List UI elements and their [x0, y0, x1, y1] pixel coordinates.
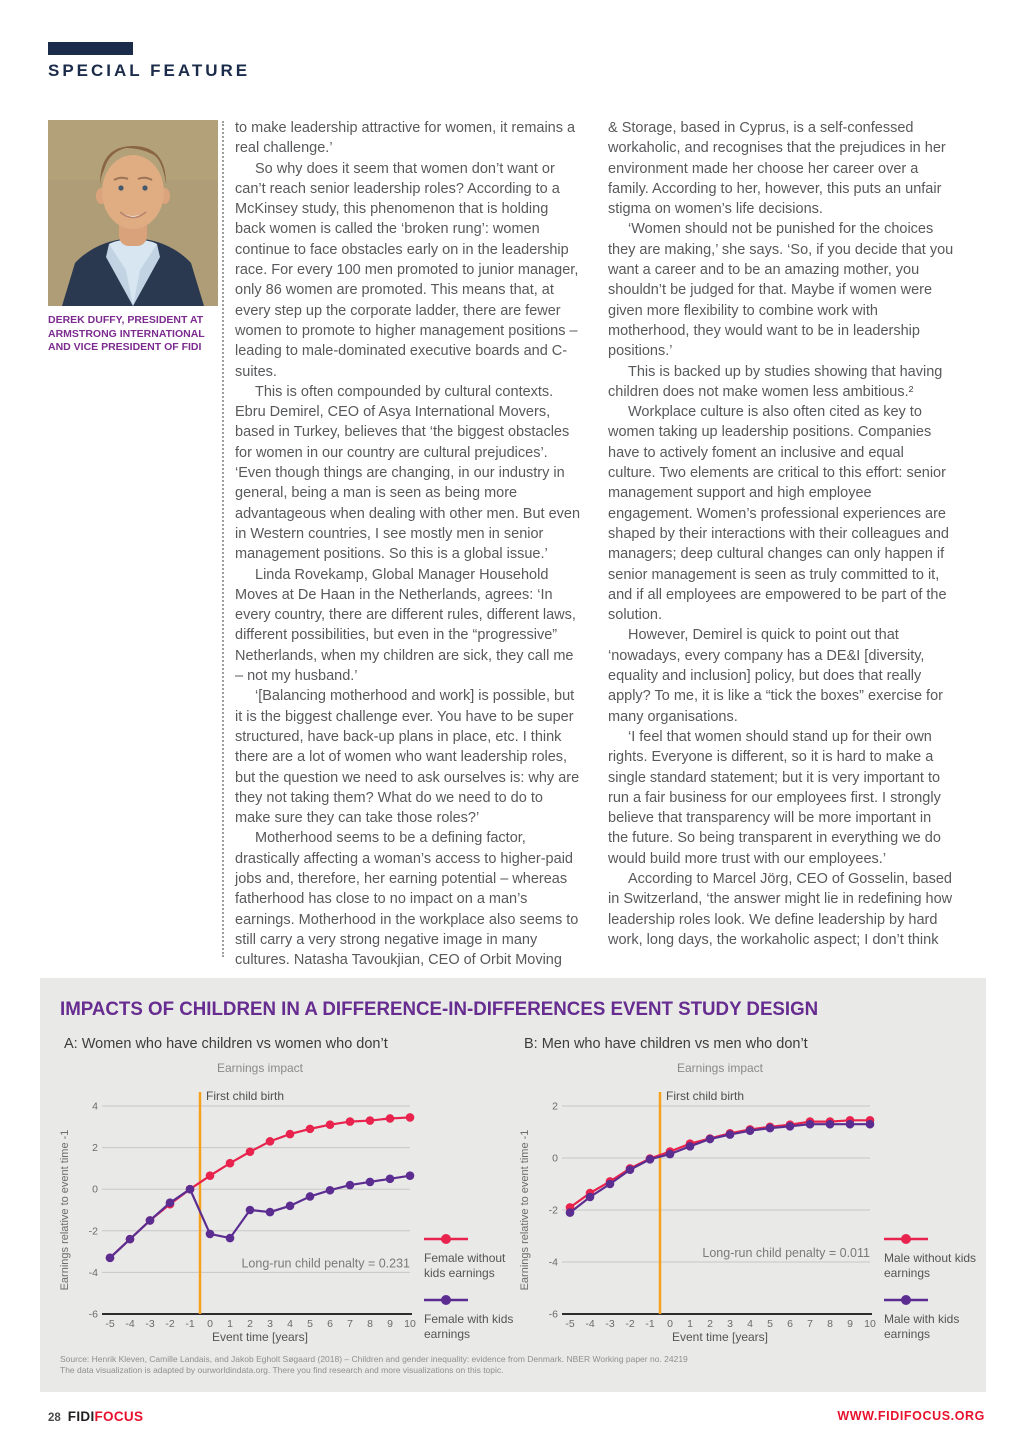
x-tick-label: 2	[707, 1318, 713, 1330]
x-tick-label: 8	[367, 1318, 373, 1330]
x-tick-label: 1	[687, 1318, 693, 1330]
paragraph: to make leadership attractive for women, it remains a real challenge.’	[235, 120, 576, 157]
data-point	[706, 1135, 715, 1144]
x-tick-label: 6	[787, 1318, 793, 1330]
y-tick-label: -4	[548, 1256, 558, 1269]
x-tick-label: -1	[185, 1318, 195, 1330]
data-point	[286, 1202, 295, 1211]
chart-b-title: B: Men who have children vs men who don’t	[524, 1036, 808, 1052]
data-point	[186, 1185, 195, 1194]
data-point	[646, 1155, 655, 1164]
chart-a-plot-area	[58, 1080, 418, 1344]
y-tick-label: -6	[88, 1308, 98, 1321]
y-tick-label: 0	[92, 1183, 98, 1196]
x-tick-label: 9	[387, 1318, 393, 1330]
footer-brand-fidi: FIDI	[67, 1409, 95, 1424]
x-tick-label: 0	[667, 1318, 673, 1330]
chart-panel	[40, 978, 986, 1392]
data-point	[866, 1120, 875, 1129]
footer-left	[48, 1408, 143, 1426]
legend-label: Female without kids earnings	[424, 1251, 506, 1280]
y-axis-label: Earnings relative to event time -1	[59, 1129, 71, 1291]
portrait-photo	[48, 120, 218, 306]
x-tick-label: 6	[327, 1318, 333, 1330]
data-point	[786, 1122, 795, 1131]
data-point	[166, 1198, 175, 1207]
x-tick-label: 7	[807, 1318, 813, 1330]
paragraph: Linda Rovekamp, Global Manager Household Moves at De Haan in the Netherlands, agrees: ‘In every country, there are different rules, different laws, different possibilities, but even in the “progressive” Netherlands, when my children are sick, they call me – not my husband.’	[235, 566, 576, 685]
data-point	[226, 1234, 235, 1243]
footer-brand-focus: FOCUS	[94, 1409, 144, 1424]
paragraph: ‘[Balancing motherhood and work] is possible, but it is the biggest challenge ever. You have to be super structured, have back-up plans in place, etc. I think there are a lot of women who want leadership roles, but the question we need to ask ourselves is: why are they not taking them? What do we need to do to make sure they can take those roles?’	[235, 688, 580, 827]
data-point	[806, 1120, 815, 1129]
paragraph: According to Marcel Jörg, CEO of Gosselin, based in Switzerland, ‘the answer might lie in redefining how leadership roles look. We define leadership by hard work, long days, the workaholic aspect; I don’t think	[608, 870, 953, 948]
data-point	[566, 1208, 575, 1217]
data-point	[206, 1171, 215, 1180]
data-point	[346, 1181, 355, 1190]
data-point	[666, 1150, 675, 1159]
x-tick-label: 8	[827, 1318, 833, 1330]
y-tick-label: -2	[88, 1225, 98, 1238]
chart-b-subtitle: Earnings impact	[676, 1061, 764, 1075]
x-tick-label: 4	[747, 1318, 753, 1330]
data-point	[286, 1130, 295, 1139]
section-accent-bar	[48, 42, 133, 55]
paragraph: So why does it seem that women don’t want or can’t reach senior leadership roles? According to a McKinsey study, this phenomenon that is holding back women is called the ‘broken rung’: women continue to face obstacles early on in the leadership race. For every 100 men promoted to junior manager, only 86 women are promoted. This means that, at every step up the corporate ladder, there are fewer women to promote to higher management positions – leading to male-dominated executive boards and C-suites.	[235, 160, 579, 380]
paragraph: This is backed up by studies showing that having children does not make women less ambitious.²	[608, 363, 943, 400]
x-axis-label: Event time [years]	[211, 1330, 309, 1344]
paragraph: However, Demirel is quick to point out that ‘nowadays, every company has a DE&I [diversity, equality and inclusion] policy, but does that really apply? To me, it is like a “tick the boxes” exercise for many organisations.	[608, 627, 943, 725]
data-point	[406, 1171, 415, 1180]
page-number: 28	[48, 1412, 61, 1424]
x-tick-label: 10	[864, 1318, 876, 1330]
x-tick-label: -3	[145, 1318, 155, 1330]
x-tick-label: 0	[207, 1318, 213, 1330]
chart-annotation: Long-run child penalty = 0.231	[241, 1256, 410, 1271]
legend-marker	[884, 1233, 928, 1245]
y-tick-label: 2	[552, 1100, 558, 1113]
legend-item	[884, 1232, 978, 1281]
data-point	[346, 1117, 355, 1126]
footer-website-link[interactable]: WWW.FIDIFOCUS.ORG	[837, 1409, 985, 1423]
x-tick-label: 4	[287, 1318, 293, 1330]
paragraph: Workplace culture is also often cited as key to women taking up leadership positions. Companies have to actively foment an inclusive and equal culture. Two elements are critical to this effort: senior management support and high employee engagement. Women’s professional experiences are shaped by their interactions with their colleagues and managers; deep cultural changes can only happen if senior management is seen as truly committed to it, and if all employees are empowered to be part of the solution.	[608, 404, 949, 624]
chart-svg-1	[518, 1080, 878, 1344]
chart-a-subtitle: Earnings impact	[216, 1061, 304, 1075]
chart-panel-title: IMPACTS OF CHILDREN IN A DIFFERENCE-IN-DIFFERENCES EVENT STUDY DESIGN	[60, 998, 819, 1020]
chart-a	[58, 1036, 516, 1348]
legend-marker	[884, 1294, 928, 1306]
y-tick-label: -4	[88, 1266, 98, 1279]
source-line-2: The data visualization is adapted by ourworldindata.org. There you find research and more visualizations on this topic.	[60, 1364, 504, 1375]
data-point	[726, 1130, 735, 1139]
legend-label: Male without kids earnings	[884, 1251, 977, 1280]
data-point	[126, 1235, 135, 1244]
paragraph: ‘I feel that women should stand up for their own rights. Everyone is different, so it is hard to make a single standard statement; but it is very important to run a fair business for our employees first. I strongly believe that transparency will be more important in the future. So being transparent in everything we do would build more trust with our employees.’	[608, 728, 941, 867]
legend-item	[884, 1293, 978, 1342]
x-tick-label: -2	[625, 1318, 635, 1330]
x-tick-label: 9	[847, 1318, 853, 1330]
portrait-illustration	[48, 120, 218, 306]
series-line	[110, 1176, 410, 1258]
data-point	[306, 1192, 315, 1201]
y-tick-label: 4	[92, 1100, 98, 1113]
source-line-1: Source: Henrik Kleven, Camille Landais, and Jakob Egholt Søgaard (2018) – Children and gender inequality: evidence from Denmark. NBER Working paper no. 24219	[60, 1354, 688, 1364]
x-tick-label: 5	[307, 1318, 313, 1330]
data-point	[266, 1137, 275, 1146]
data-point	[306, 1125, 315, 1134]
x-tick-label: 3	[727, 1318, 733, 1330]
data-point	[366, 1178, 375, 1187]
event-line-label: First child birth	[206, 1089, 285, 1103]
data-point	[746, 1126, 755, 1135]
x-tick-label: -4	[585, 1318, 595, 1330]
x-tick-label: 1	[227, 1318, 233, 1330]
y-tick-label: 0	[552, 1152, 558, 1165]
series-line	[110, 1117, 410, 1257]
paragraph: & Storage, based in Cyprus, is a self-confessed workaholic, and recognises that the prejudices in her environment made her choose her career over a family. According to her, however, this puts an unfair stigma on women’s life decisions.	[608, 120, 946, 218]
data-point	[266, 1208, 275, 1217]
paragraph: Motherhood seems to be a defining factor, drastically affecting a woman’s access to higher-paid jobs and, therefore, her earning potential – whereas fatherhood has close to no impact on a man’s earnings. Motherhood in the workplace also seems to still carry a very strong negative image in many cultures. Natasha Tavoukjian, CEO of Orbit Moving	[235, 830, 579, 969]
chart-b-legend	[884, 1232, 978, 1354]
data-point	[246, 1147, 255, 1156]
x-tick-label: -5	[565, 1318, 575, 1330]
column-divider-dotted	[222, 121, 224, 957]
photo-caption: DEREK DUFFY, PRESIDENT AT ARMSTRONG INTERNATIONAL AND VICE PRESIDENT OF FIDI	[48, 314, 205, 353]
data-point	[386, 1114, 395, 1123]
article-column-left	[235, 118, 581, 970]
data-point	[406, 1113, 415, 1122]
event-line-label: First child birth	[666, 1089, 745, 1103]
y-tick-label: -6	[548, 1308, 558, 1321]
data-point	[246, 1206, 255, 1215]
data-point	[626, 1165, 635, 1174]
legend-label: Female with kids earnings	[424, 1312, 514, 1341]
x-tick-label: -5	[105, 1318, 115, 1330]
chart-a-title: A: Women who have children vs women who don’t	[64, 1036, 388, 1052]
data-point	[146, 1216, 155, 1225]
legend-marker	[424, 1294, 468, 1306]
data-point	[826, 1120, 835, 1129]
section-title: SPECIAL FEATURE	[48, 61, 251, 80]
legend-item	[424, 1232, 518, 1281]
x-tick-label: -2	[165, 1318, 175, 1330]
x-tick-label: 10	[404, 1318, 416, 1330]
chart-a-legend	[424, 1232, 518, 1354]
data-point	[326, 1120, 335, 1129]
data-point	[226, 1159, 235, 1168]
legend-item	[424, 1293, 518, 1342]
x-tick-label: 5	[767, 1318, 773, 1330]
y-tick-label: 2	[92, 1142, 98, 1155]
data-point	[766, 1124, 775, 1133]
x-tick-label: -1	[645, 1318, 655, 1330]
data-point	[846, 1120, 855, 1129]
data-point	[366, 1116, 375, 1125]
data-point	[326, 1186, 335, 1195]
data-point	[686, 1142, 695, 1151]
series-line	[570, 1120, 870, 1207]
chart-svg-0	[58, 1080, 418, 1344]
article-column-right	[608, 118, 954, 950]
chart-b-plot-area	[518, 1080, 878, 1344]
chart-b	[518, 1036, 976, 1348]
legend-label: Male with kids earnings	[884, 1312, 960, 1341]
data-point	[206, 1230, 215, 1239]
x-axis-label: Event time [years]	[671, 1330, 769, 1344]
legend-marker	[424, 1233, 468, 1245]
x-tick-label: -4	[125, 1318, 135, 1330]
data-point	[586, 1193, 595, 1202]
x-tick-label: 7	[347, 1318, 353, 1330]
chart-source-note	[60, 1354, 688, 1375]
series-line	[570, 1124, 870, 1212]
data-point	[106, 1254, 115, 1263]
x-tick-label: -3	[605, 1318, 615, 1330]
paragraph: This is often compounded by cultural contexts. Ebru Demirel, CEO of Asya International Movers, based in Turkey, believes that ‘the biggest obstacles for women in our country are cultural prejudices’. ‘Even though things are changing, in our industry in general, being a man is seen as being more advantageous when dealing with other men. But even in Western countries, I see mostly men in senior management positions. So this is a global issue.’	[235, 383, 581, 563]
y-axis-label: Earnings relative to event time -1	[519, 1129, 531, 1291]
paragraph: ‘Women should not be punished for the choices they are making,’ she says. ‘So, if you decide that you want a career and to be an amazing mother, you shouldn’t be judged for that. Maybe if women were given more flexibility to combine work with motherhood, they would want to be in leadership positions.’	[608, 221, 954, 360]
x-tick-label: 3	[267, 1318, 273, 1330]
y-tick-label: -2	[548, 1204, 558, 1217]
x-tick-label: 2	[247, 1318, 253, 1330]
data-point	[386, 1175, 395, 1184]
data-point	[606, 1180, 615, 1189]
chart-annotation: Long-run child penalty = 0.011	[702, 1246, 870, 1260]
